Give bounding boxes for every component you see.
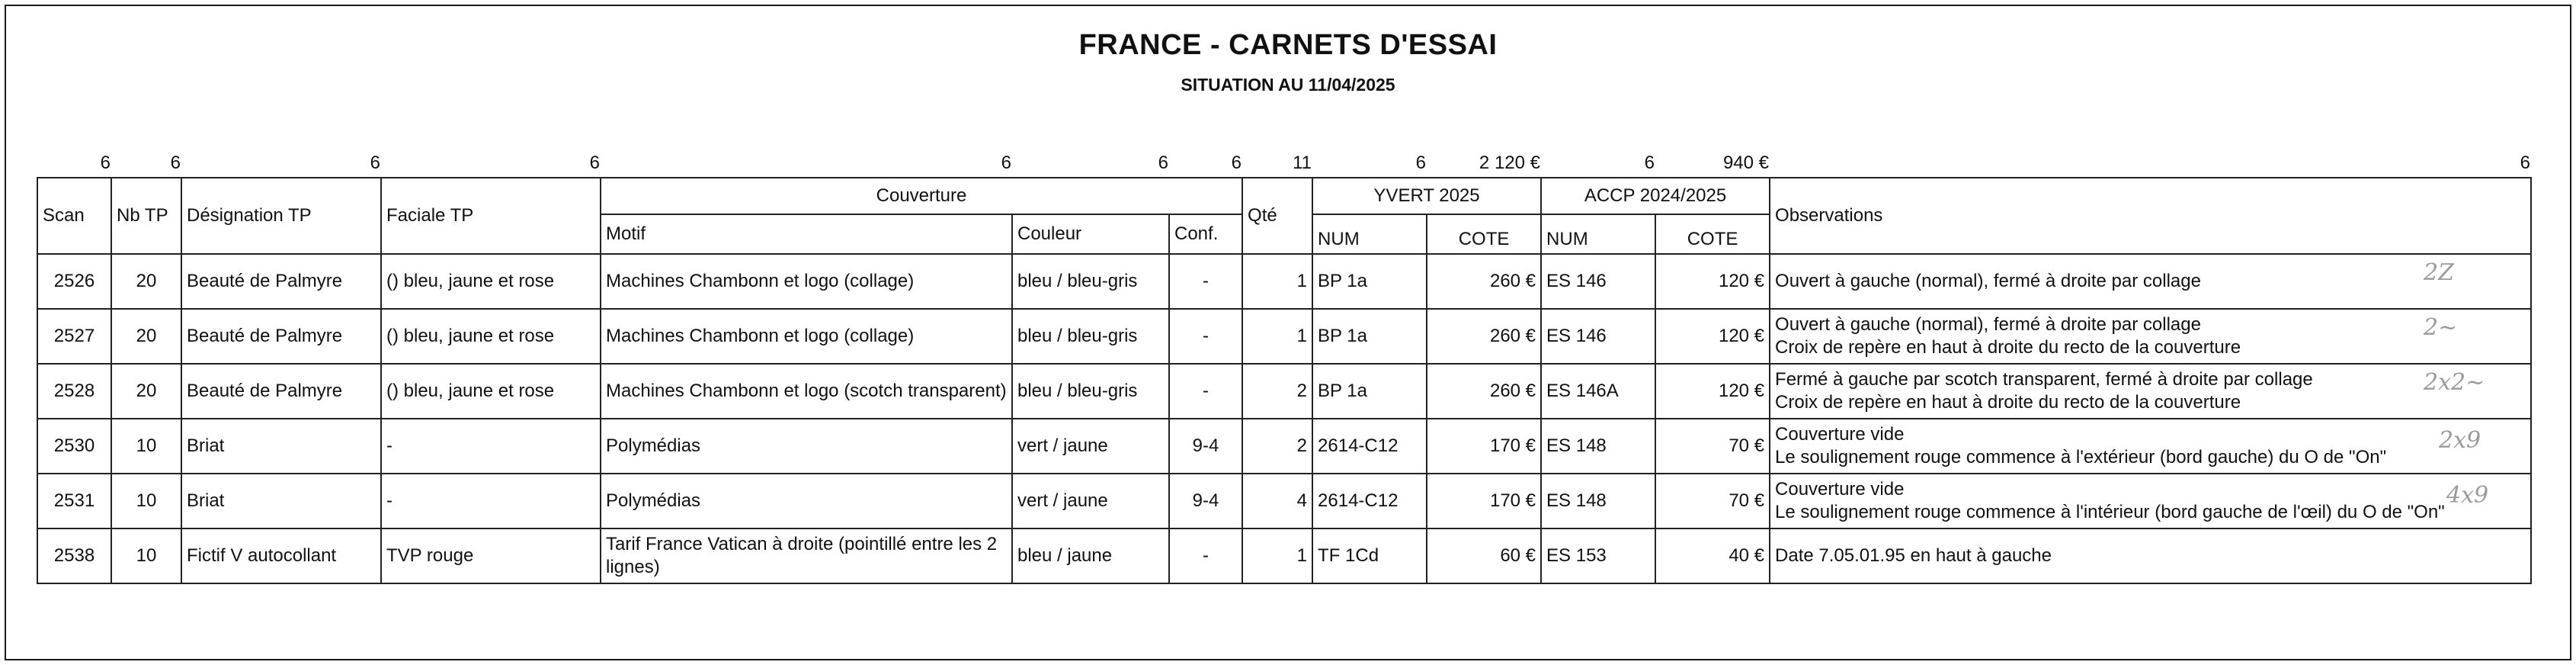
handwritten-note: 4x9 [2446, 482, 2489, 509]
cell-nb-tp: 20 [111, 364, 181, 419]
cell-nb-tp: 10 [111, 528, 181, 583]
cell-qte: 1 [1242, 254, 1312, 309]
cell-yvert-num: TF 1Cd [1312, 528, 1427, 583]
cell-scan: 2528 [37, 364, 111, 419]
cell-conf: - [1169, 254, 1242, 309]
cell-nb-tp: 20 [111, 309, 181, 364]
header-yvert-cote: COTE [1427, 214, 1541, 254]
cell-conf: - [1169, 309, 1242, 364]
observation-line-1: Ouvert à gauche (normal), fermé à droite par collage [1775, 314, 2201, 335]
cell-observations [1770, 254, 2531, 309]
cell-accp-cote: 40 € [1655, 528, 1770, 583]
table-row [37, 474, 2531, 528]
cell-motif: Machines Chambonn et logo (collage) [601, 254, 1012, 309]
cell-motif: Polymédias [601, 474, 1012, 528]
cell-designation: Beauté de Palmyre [181, 364, 381, 419]
header-motif: Motif [601, 214, 1012, 254]
cell-qte: 4 [1242, 474, 1312, 528]
cell-yvert-num: BP 1a [1312, 364, 1427, 419]
cell-observations [1770, 364, 2531, 419]
handwritten-note: 2~ [2424, 314, 2458, 341]
total-yvert-num: 6 [1415, 153, 1426, 173]
total-accp-num: 6 [1644, 153, 1655, 173]
cell-couleur: bleu / bleu-gris [1012, 364, 1169, 419]
cell-accp-num: ES 146A [1541, 364, 1655, 419]
cell-qte: 2 [1242, 419, 1312, 474]
cell-couleur: bleu / jaune [1012, 528, 1169, 583]
cell-couleur: bleu / bleu-gris [1012, 309, 1169, 364]
cell-scan: 2527 [37, 309, 111, 364]
cell-accp-cote: 120 € [1655, 364, 1770, 419]
cell-couleur: vert / jaune [1012, 419, 1169, 474]
cell-scan: 2531 [37, 474, 111, 528]
header-accp-num: NUM [1541, 214, 1655, 254]
observation-line-1: Fermé à gauche par scotch transparent, fermé à droite par collage [1775, 369, 2313, 390]
cell-yvert-num: BP 1a [1312, 254, 1427, 309]
header-accp-cote: COTE [1655, 214, 1770, 254]
table-row [37, 364, 2531, 419]
total-observations: 6 [2520, 153, 2530, 173]
cell-yvert-cote: 260 € [1427, 364, 1541, 419]
header-scan: Scan [37, 178, 111, 254]
cell-yvert-num: 2614-C12 [1312, 419, 1427, 474]
header-yvert: YVERT 2025 [1312, 178, 1541, 214]
cell-motif: Machines Chambonn et logo (scotch transparent) [601, 364, 1012, 419]
cell-nb-tp: 20 [111, 254, 181, 309]
document-subtitle: SITUATION AU 11/04/2025 [1181, 75, 1395, 95]
cell-scan: 2538 [37, 528, 111, 583]
observation-line-2: Croix de repère en haut à droite du recto de la couverture [1775, 392, 2241, 413]
cell-accp-num: ES 148 [1541, 419, 1655, 474]
observation-line-1: Couverture vide [1775, 424, 1905, 445]
table-row [37, 309, 2531, 364]
header-designation: Désignation TP [181, 178, 381, 254]
cell-motif: Machines Chambonn et logo (collage) [601, 309, 1012, 364]
header-faciale: Faciale TP [381, 178, 601, 254]
header-couleur: Couleur [1012, 214, 1169, 254]
observation-line-2: Le soulignement rouge commence à l'extérieur (bord gauche) du O de "On" [1775, 447, 2387, 467]
cell-accp-num: ES 153 [1541, 528, 1655, 583]
observation-line-1: Date 7.05.01.95 en haut à gauche [1775, 545, 2052, 566]
header-row-top [37, 178, 2531, 214]
cell-accp-num: ES 146 [1541, 254, 1655, 309]
cell-conf: - [1169, 364, 1242, 419]
cell-yvert-cote: 60 € [1427, 528, 1541, 583]
total-designation: 6 [370, 153, 380, 173]
cell-yvert-num: 2614-C12 [1312, 474, 1427, 528]
cell-faciale: - [381, 474, 601, 528]
cell-nb-tp: 10 [111, 419, 181, 474]
cell-designation: Beauté de Palmyre [181, 254, 381, 309]
column-totals [37, 153, 2530, 175]
cell-designation: Beauté de Palmyre [181, 309, 381, 364]
cell-faciale: () bleu, jaune et rose [381, 309, 601, 364]
cell-accp-cote: 70 € [1655, 474, 1770, 528]
cell-accp-num: ES 148 [1541, 474, 1655, 528]
handwritten-note: 2x2~ [2424, 369, 2485, 396]
table-row [37, 528, 2531, 583]
handwritten-note: 2x9 [2439, 427, 2481, 454]
cell-scan: 2530 [37, 419, 111, 474]
total-yvert-cote: 2 120 € [1479, 153, 1540, 173]
cell-yvert-cote: 260 € [1427, 254, 1541, 309]
header-accp: ACCP 2024/2025 [1541, 178, 1770, 214]
observation-line-2: Le soulignement rouge commence à l'intérieur (bord gauche de l'œil) du O de "On" [1775, 502, 2445, 522]
header-nb-tp: Nb TP [111, 178, 181, 254]
cell-motif: Polymédias [601, 419, 1012, 474]
cell-accp-cote: 120 € [1655, 254, 1770, 309]
cell-designation: Briat [181, 419, 381, 474]
cell-accp-num: ES 146 [1541, 309, 1655, 364]
cell-faciale: - [381, 419, 601, 474]
cell-faciale: () bleu, jaune et rose [381, 254, 601, 309]
cell-qte: 1 [1242, 309, 1312, 364]
cell-yvert-cote: 170 € [1427, 419, 1541, 474]
total-nb-tp: 6 [170, 153, 181, 173]
cell-couleur: bleu / bleu-gris [1012, 254, 1169, 309]
cell-conf: - [1169, 528, 1242, 583]
handwritten-note: 2Z [2424, 259, 2454, 286]
cell-scan: 2526 [37, 254, 111, 309]
cell-yvert-num: BP 1a [1312, 309, 1427, 364]
header-observations: Observations [1770, 178, 2531, 254]
total-conf: 6 [1231, 153, 1242, 173]
cell-faciale: () bleu, jaune et rose [381, 364, 601, 419]
cell-couleur: vert / jaune [1012, 474, 1169, 528]
cell-accp-cote: 70 € [1655, 419, 1770, 474]
cell-motif: Tarif France Vatican à droite (pointillé entre les 2 lignes) [601, 528, 1012, 583]
observation-line-1: Couverture vide [1775, 479, 1905, 500]
cell-yvert-cote: 260 € [1427, 309, 1541, 364]
cell-observations [1770, 309, 2531, 364]
total-accp-cote: 940 € [1722, 153, 1769, 173]
carnets-table [37, 177, 2532, 584]
header-couverture: Couverture [601, 178, 1242, 214]
header-yvert-num: NUM [1312, 214, 1427, 254]
observation-line-2: Croix de repère en haut à droite du recto de la couverture [1775, 337, 2241, 358]
cell-conf: 9-4 [1169, 474, 1242, 528]
document-title: FRANCE - CARNETS D'ESSAI [1078, 29, 1498, 61]
cell-observations [1770, 419, 2531, 474]
cell-faciale: TVP rouge [381, 528, 601, 583]
total-qte: 11 [1293, 153, 1312, 173]
cell-qte: 2 [1242, 364, 1312, 419]
cell-nb-tp: 10 [111, 474, 181, 528]
total-scan: 6 [100, 153, 111, 173]
header-conf: Conf. [1169, 214, 1242, 254]
total-couleur: 6 [1158, 153, 1168, 173]
total-faciale: 6 [589, 153, 600, 173]
observation-line-1: Ouvert à gauche (normal), fermé à droite par collage [1775, 271, 2201, 291]
table-row [37, 254, 2531, 309]
total-motif: 6 [1001, 153, 1011, 173]
cell-qte: 1 [1242, 528, 1312, 583]
cell-designation: Briat [181, 474, 381, 528]
cell-accp-cote: 120 € [1655, 309, 1770, 364]
cell-yvert-cote: 170 € [1427, 474, 1541, 528]
table-row [37, 419, 2531, 474]
header-qte: Qté [1242, 178, 1312, 254]
cell-observations [1770, 474, 2531, 528]
cell-designation: Fictif V autocollant [181, 528, 381, 583]
cell-conf: 9-4 [1169, 419, 1242, 474]
cell-observations [1770, 528, 2531, 583]
